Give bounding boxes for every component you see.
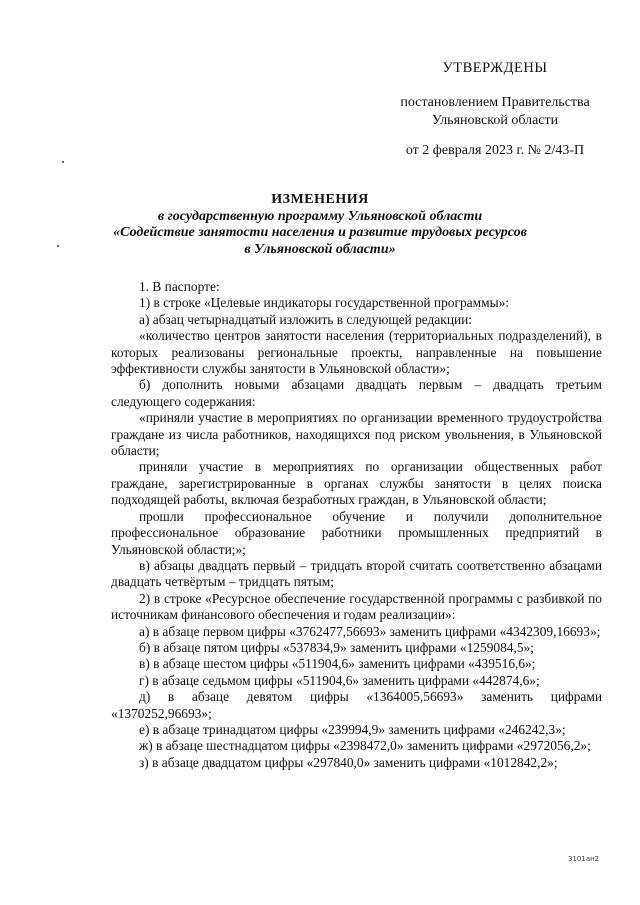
document-title (70, 192, 570, 258)
paragraph-4: «количество центров занятости населения (территориальных подразделений), в которых реализованы региональные проекты, направленные на повышение эффективности службы занятости в Ульяновской области»; (111, 328, 602, 377)
paragraph-18: з) в абзаце двадцатом цифры «297840,0» заменить цифрами «1012842,2»; (139, 754, 558, 770)
approval-line-1: постановлением Правительства (400, 95, 590, 110)
paragraph-10: 2) в строке «Ресурсное обеспечение государственной программы с разбивкой по источникам финансового обеспечения и годам реализации»: (111, 590, 602, 623)
scan-speck (62, 161, 64, 163)
paragraph-5: б) дополнить новыми абзацами двадцать первым – двадцать третьим следующего содержания: (111, 377, 602, 409)
title-line-4: в Ульяновской области» (244, 241, 396, 257)
paragraph-2: 1) в строке «Целевые индикаторы государственной программы»: (139, 295, 509, 311)
paragraph-6: «приняли участие в мероприятиях по организации временного трудоустройства граждане из числа работников, находящихся под риском увольнения, в Ульяновской области; (111, 410, 602, 459)
title-line-2: в государственную программу Ульяновской области (157, 208, 483, 224)
paragraph-11: а) в абзаце первом цифры «3762477,56693» заменить цифрами «4342309,16693»; (139, 623, 601, 639)
paragraph-14: г) в абзаце седьмом цифры «511904,6» заменить цифрами «442874,6»; (139, 672, 540, 688)
title-line-3: «Содействие занятости населения и развитие трудовых ресурсов (113, 225, 527, 240)
paragraph-8: прошли профессиональное обучение и получили дополнительное профессиональное образование работники промышленных предприятий в Ульяновской области;»; (111, 508, 602, 557)
paragraph-1: 1. В паспорте: (139, 279, 220, 294)
paragraph-12: б) в абзаце пятом цифры «537834,9» заменить цифрами «1259084,5»; (139, 639, 534, 655)
approval-line-2: Ульяновской области (431, 113, 559, 128)
scan-speck (57, 245, 59, 247)
paragraph-17: ж) в абзаце шестнадцатом цифры «2398472,0» заменить цифрами «2972056,2»; (139, 738, 591, 754)
paragraph-13: в) в абзаце шестом цифры «511904,6» заменить цифрами «439516,6»; (139, 656, 536, 672)
title-main: ИЗМЕНЕНИЯ (271, 192, 369, 207)
document-stamp: 3101ан2 (568, 855, 600, 863)
paragraph-15: д) в абзаце девятом цифры «1364005,56693» заменить цифрами «1370252,96693»; (111, 689, 602, 721)
paragraph-3: а) абзац четырнадцатый изложить в следующей редакции: (139, 311, 473, 327)
paragraph-7: приняли участие в мероприятиях по организации общественных работ граждане, зарегистрированные в органах службы занятости в целях поиска подходящей работы, включая безработных граждан, в Ульяновской области; (111, 459, 602, 508)
approval-heading: УТВЕРЖДЕНЫ (442, 60, 548, 76)
paragraph-9: в) абзацы двадцать первый – тридцать второй считать соответственно абзацами двадцать четвёртым – тридцать пятым; (111, 557, 602, 590)
approval-line-3: от 2 февраля 2023 г. № 2/43-П (405, 143, 585, 158)
paragraph-16: е) в абзаце тринадцатом цифры «239994,9» заменить цифрами «246242,3»; (139, 721, 566, 737)
document-body (111, 279, 602, 771)
